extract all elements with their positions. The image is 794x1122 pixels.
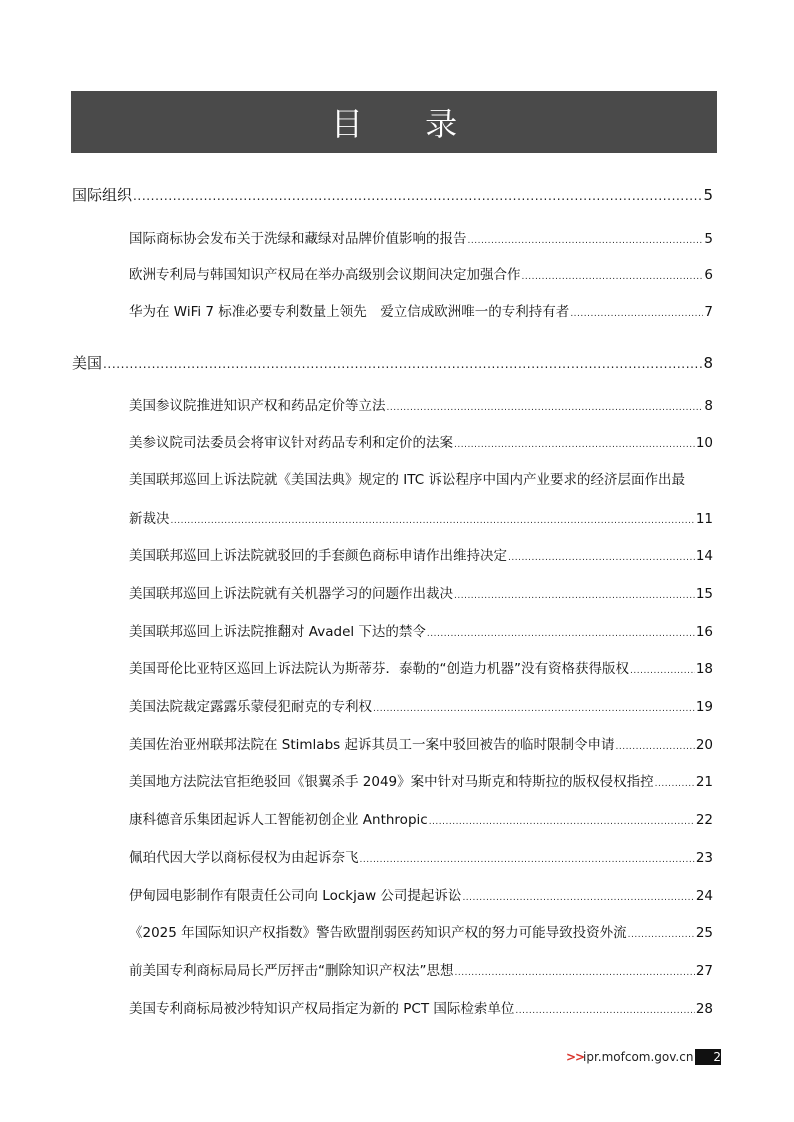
toc-entry-title: 美国专利商标局被沙特知识产权局指定为新的 PCT 国际检索单位	[129, 1001, 515, 1017]
toc-entry[interactable]	[129, 808, 713, 828]
dot-leader	[628, 930, 695, 940]
toc-entry-title: 佩珀代因大学以商标侵权为由起诉奈飞	[129, 850, 359, 866]
toc-entry[interactable]	[129, 394, 713, 414]
toc-entry-title: 美国联邦巡回上诉法院推翻对 Avadel 下达的禁令	[129, 624, 426, 640]
toc-page-number: 11	[695, 511, 713, 527]
toc-entry-title: 新裁决	[129, 511, 170, 527]
toc-page-number: 19	[695, 699, 713, 715]
toc-entry[interactable]	[129, 431, 713, 451]
toc-page-number: 25	[695, 925, 713, 941]
toc-entry-title: 美国联邦巡回上诉法院就有关机器学习的问题作出裁决	[129, 586, 453, 602]
dot-leader	[455, 968, 695, 978]
toc-entry[interactable]	[129, 921, 713, 941]
toc-page-number: 16	[695, 624, 713, 640]
toc-entry-title: 美国法院裁定露露乐蒙侵犯耐克的专利权	[129, 699, 372, 715]
toc-entry-title: 伊甸园电影制作有限责任公司向 Lockjaw 公司提起诉讼	[129, 888, 462, 904]
dot-leader	[570, 309, 703, 319]
toc-page-number: 18	[695, 661, 713, 677]
toc-section-title: 美国	[72, 354, 103, 372]
toc-entry-title: 美国佐治亚州联邦法院在 Stimlabs 起诉其员工一案中驳回被告的临时限制令申请	[129, 737, 615, 753]
footer-website-link[interactable]: ipr.mofcom.gov.cn	[583, 1050, 694, 1064]
dot-leader	[427, 629, 695, 639]
toc-entry[interactable]	[129, 959, 713, 979]
dot-leader	[103, 357, 702, 371]
toc-entry-title: 美国联邦巡回上诉法院就《美国法典》规定的 ITC 诉讼程序中国内产业要求的经济层面作出最	[129, 472, 685, 488]
toc-entry[interactable]	[129, 884, 713, 904]
toc-section-international[interactable]	[72, 184, 713, 205]
toc-title: 目 录	[330, 105, 484, 143]
dot-leader	[454, 440, 695, 450]
toc-section-usa[interactable]	[72, 352, 713, 373]
toc-page-number: 8	[704, 398, 713, 414]
dot-leader	[522, 272, 704, 282]
toc-entry[interactable]	[129, 582, 713, 602]
toc-entry[interactable]	[129, 846, 713, 866]
toc-page-number: 28	[695, 1001, 713, 1017]
toc-page-number: 8	[703, 354, 713, 372]
toc-section-title: 国际组织	[72, 186, 133, 204]
toc-entry[interactable]	[129, 263, 713, 283]
dot-leader	[429, 817, 695, 827]
toc-page-number: 23	[695, 850, 713, 866]
toc-entry-title: 美国联邦巡回上诉法院就驳回的手套颜色商标申请作出维持决定	[129, 548, 507, 564]
toc-page-number: 6	[704, 267, 713, 283]
toc-page-number: 5	[704, 231, 713, 247]
dot-leader	[133, 189, 702, 203]
toc-entry-title: 国际商标协会发布关于洗绿和藏绿对品牌价值影响的报告	[129, 231, 467, 247]
toc-page-number: 27	[695, 963, 713, 979]
toc-entry-title: 美国哥伦比亚特区巡回上诉法院认为斯蒂芬．泰勒的“创造力机器”没有资格获得版权	[129, 661, 629, 677]
toc-entry-title: 《2025 年国际知识产权指数》警告欧盟削弱医药知识产权的努力可能导致投资外流	[129, 925, 627, 941]
toc-entry[interactable]	[129, 620, 713, 640]
toc-entry-title: 康科德音乐集团起诉人工智能初创企业 Anthropic	[129, 812, 428, 828]
toc-entry[interactable]	[129, 300, 713, 320]
toc-entry-line2[interactable]	[129, 507, 713, 527]
dot-leader	[615, 742, 694, 752]
toc-page-number: 14	[695, 548, 713, 564]
toc-entry[interactable]	[129, 770, 713, 790]
toc-entry[interactable]	[129, 997, 713, 1017]
dot-leader	[508, 553, 695, 563]
toc-entry-title: 美国参议院推进知识产权和药品定价等立法	[129, 398, 386, 414]
toc-entry-title: 华为在 WiFi 7 标准必要专利数量上领先 爱立信成欧洲唯一的专利持有者	[129, 304, 570, 320]
dot-leader	[387, 403, 704, 413]
dot-leader	[462, 893, 694, 903]
toc-entry-title: 前美国专利商标局局长严厉抨击“删除知识产权法”思想	[129, 963, 454, 979]
dot-leader	[515, 1006, 694, 1016]
toc-entry[interactable]	[129, 657, 713, 677]
dot-leader	[655, 779, 695, 789]
toc-entry-title: 欧洲专利局与韩国知识产权局在举办高级别会议期间决定加强合作	[129, 267, 521, 283]
toc-page-number: 21	[695, 774, 713, 790]
toc-page-number: 7	[704, 304, 713, 320]
dot-leader	[373, 704, 695, 714]
toc-entry[interactable]	[129, 695, 713, 715]
toc-page-number: 5	[703, 186, 713, 204]
footer-page-number: 2	[695, 1049, 721, 1065]
toc-title-banner	[71, 91, 717, 153]
dot-leader	[630, 666, 695, 676]
toc-page-number: 15	[695, 586, 713, 602]
toc-entry-line1[interactable]	[129, 468, 723, 488]
toc-page-number: 22	[695, 812, 713, 828]
dot-leader	[171, 516, 695, 526]
toc-page-number: 24	[695, 888, 713, 904]
toc-page-number: 20	[695, 737, 713, 753]
dot-leader	[360, 855, 695, 865]
toc-entry[interactable]	[129, 733, 713, 753]
toc-entry-title: 美参议院司法委员会将审议针对药品专利和定价的法案	[129, 435, 453, 451]
dot-leader	[468, 236, 704, 246]
dot-leader	[454, 591, 695, 601]
toc-entry[interactable]	[129, 544, 713, 564]
toc-entry-title: 美国地方法院法官拒绝驳回《银翼杀手 2049》案中针对马斯克和特斯拉的版权侵权指控	[129, 774, 654, 790]
toc-page-number: 10	[695, 435, 713, 451]
toc-entry[interactable]	[129, 227, 713, 247]
chevron-right-icon: >>	[566, 1050, 585, 1064]
